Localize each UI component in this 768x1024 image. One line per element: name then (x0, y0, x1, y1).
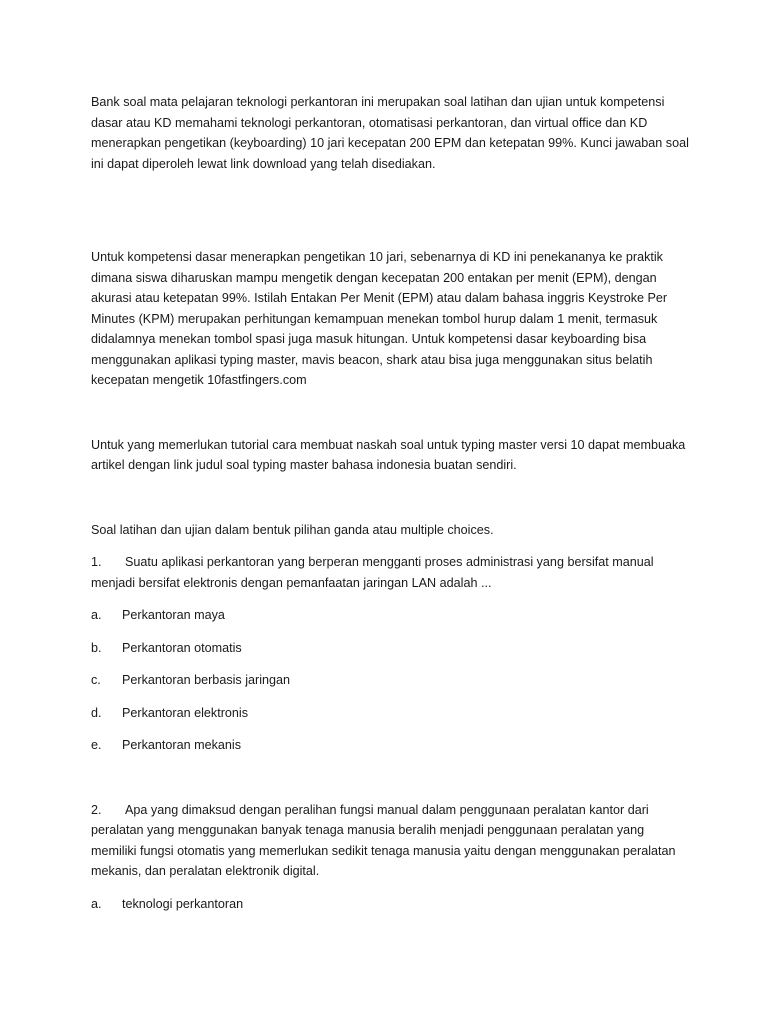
question-text (91, 800, 691, 882)
question-2 (91, 800, 691, 915)
question-number: 1. (91, 555, 102, 569)
option-letter: a. (91, 608, 102, 622)
kd-paragraph: Untuk kompetensi dasar menerapkan pengetikan 10 jari, sebenarnya di KD ini penekananya ke praktik dimana siswa diharuskan mampu mengetik dengan kecepatan 200 entakan per menit (EPM), dengan akurasi atau ketepatan 99%. Istilah Entakan Per Menit (EPM) atau dalam bahasa inggris Keystroke Per Minutes (KPM) merupakan perhitungan kemampuan menekan tombol hurup dalam 1 menit, termasuk didalamnya menekan tombol spasi juga masuk hitungan. Untuk kompetensi dasar keyboarding bisa menggunakan aplikasi typing master, mavis beacon, shark atau bisa juga menggunakan situs belatih kecepatan mengetik 10fastfingers.com (91, 250, 668, 387)
question-body: Apa yang dimaksud dengan peralihan fungsi manual dalam penggunaan peralatan kantor dari peralatan yang menggunakan banyak tenaga manusia beralih menjadi penggunaan peralatan yang memiliki fungsi otomatis yang memerlukan sedikit tenaga manusia yaitu dengan menggunakan peralatan mekanis, dan peralatan elektronik digital. (91, 802, 676, 878)
option-item (91, 638, 691, 659)
option-letter: d. (91, 705, 102, 720)
option-letter: c. (91, 673, 101, 687)
option-text: Perkantoran elektronis (122, 705, 249, 720)
option-text: Perkantoran maya (122, 608, 225, 622)
question-body: Suatu aplikasi perkantoran yang berperan mengganti proses administrasi yang bersifat manual menjadi bersifat elektronis dengan pemanfaatan jaringan LAN adalah ... (91, 555, 654, 590)
question-text (91, 552, 691, 593)
option-text: Perkantoran otomatis (122, 640, 242, 655)
intro-paragraph: Bank soal mata pelajaran teknologi perkantoran ini merupakan soal latihan dan ujian untuk kompetensi dasar atau KD memahami teknologi perkantoran, otomatisasi perkantoran, dan virtual office dan KD menerapkan pengetikan (keyboarding) 10 jari kecepatan 200 EPM dan ketepatan 99%. Kunci jawaban soal ini dapat diperoleh lewat link download yang telah disediakan. (91, 95, 689, 171)
option-item (91, 735, 691, 756)
tutorial-paragraph: Untuk yang memerlukan tutorial cara membuat naskah soal untuk typing master versi 10 dapat membuaka artikel dengan link judul soal typing master bahasa indonesia buatan sendiri. (91, 437, 686, 472)
option-letter: b. (91, 640, 102, 655)
option-item (91, 670, 691, 691)
question-number: 2. (91, 802, 102, 817)
document-body (91, 92, 691, 914)
option-item (91, 894, 691, 915)
option-text: Perkantoran mekanis (122, 738, 242, 752)
option-text: teknologi perkantoran (122, 896, 244, 911)
option-item (91, 703, 691, 724)
option-letter: a. (91, 896, 102, 911)
option-text: Perkantoran berbasis jaringan (122, 673, 291, 687)
question-1 (91, 552, 691, 756)
option-item (91, 605, 691, 626)
soal-intro-paragraph: Soal latihan dan ujian dalam bentuk pilihan ganda atau multiple choices. (91, 522, 494, 537)
option-letter: e. (91, 738, 102, 752)
